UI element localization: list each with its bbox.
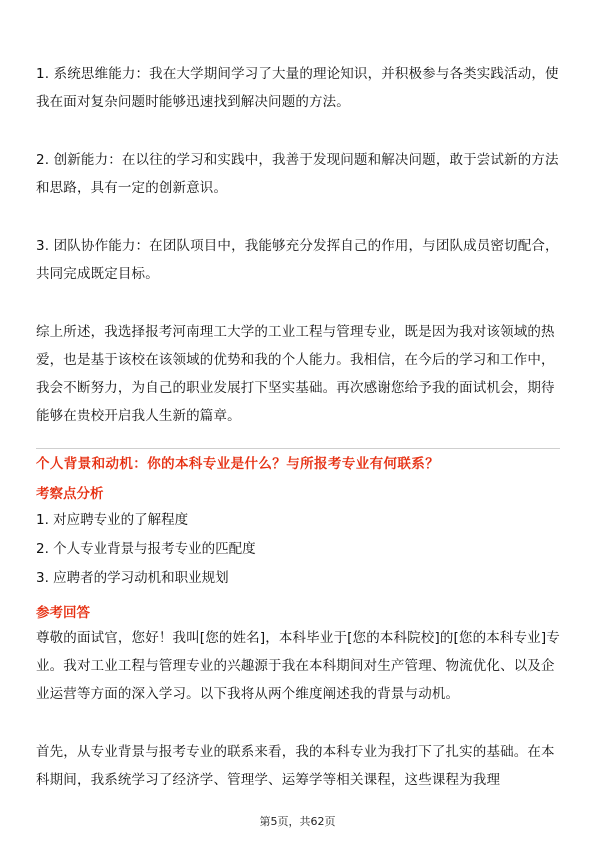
answer-paragraph-first: 首先，从专业背景与报考专业的联系来看，我的本科专业为我打下了扎实的基础。在本科期间，我系统学习了经济学、管理学、运筹学等相关课程，这些课程为我理	[36, 744, 555, 788]
analysis-item-2: 2. 个人专业背景与报考专业的匹配度	[36, 541, 256, 557]
question-title: 个人背景和动机：你的本科专业是什么？与所报考专业有何联系？	[36, 456, 440, 472]
paragraph-system-thinking: 1. 系统思维能力：我在大学期间学习了大量的理论知识，并积极参与各类实践活动，使我在面对复杂问题时能够迅速找到解决问题的方法。	[36, 66, 559, 110]
analysis-item-3: 3. 应聘者的学习动机和职业规划	[36, 570, 229, 586]
answer-heading: 参考回答	[36, 605, 90, 621]
page-number: 第5页，共62页	[259, 815, 336, 828]
paragraph-innovation: 2. 创新能力：在以往的学习和实践中，我善于发现问题和解决问题，敢于尝试新的方法和思路，具有一定的创新意识。	[36, 152, 559, 196]
paragraph-teamwork: 3. 团队协作能力：在团队项目中，我能够充分发挥自己的作用，与团队成员密切配合，共同完成既定目标。	[36, 238, 559, 282]
section-divider	[36, 448, 560, 449]
answer-paragraph-intro: 尊敬的面试官，您好！我叫[您的姓名]，本科毕业于[您的本科院校]的[您的本科专业]专业。我对工业工程与管理专业的兴趣源于我在本科期间对生产管理、物流优化、以及企业运营等方面的深入学习。以下我将从两个维度阐述我的背景与动机。	[36, 630, 560, 702]
analysis-heading: 考察点分析	[36, 486, 104, 502]
analysis-item-1: 1. 对应聘专业的了解程度	[36, 512, 189, 528]
paragraph-conclusion: 综上所述，我选择报考河南理工大学的工业工程与管理专业，既是因为我对该领域的热爱，也是基于该校在该领域的优势和我的个人能力。我相信，在今后的学习和工作中，我会不断努力，为自己的职业发展打下坚实基础。再次感谢您给予我的面试机会，期待能够在贵校开启我人生新的篇章。	[36, 324, 555, 424]
